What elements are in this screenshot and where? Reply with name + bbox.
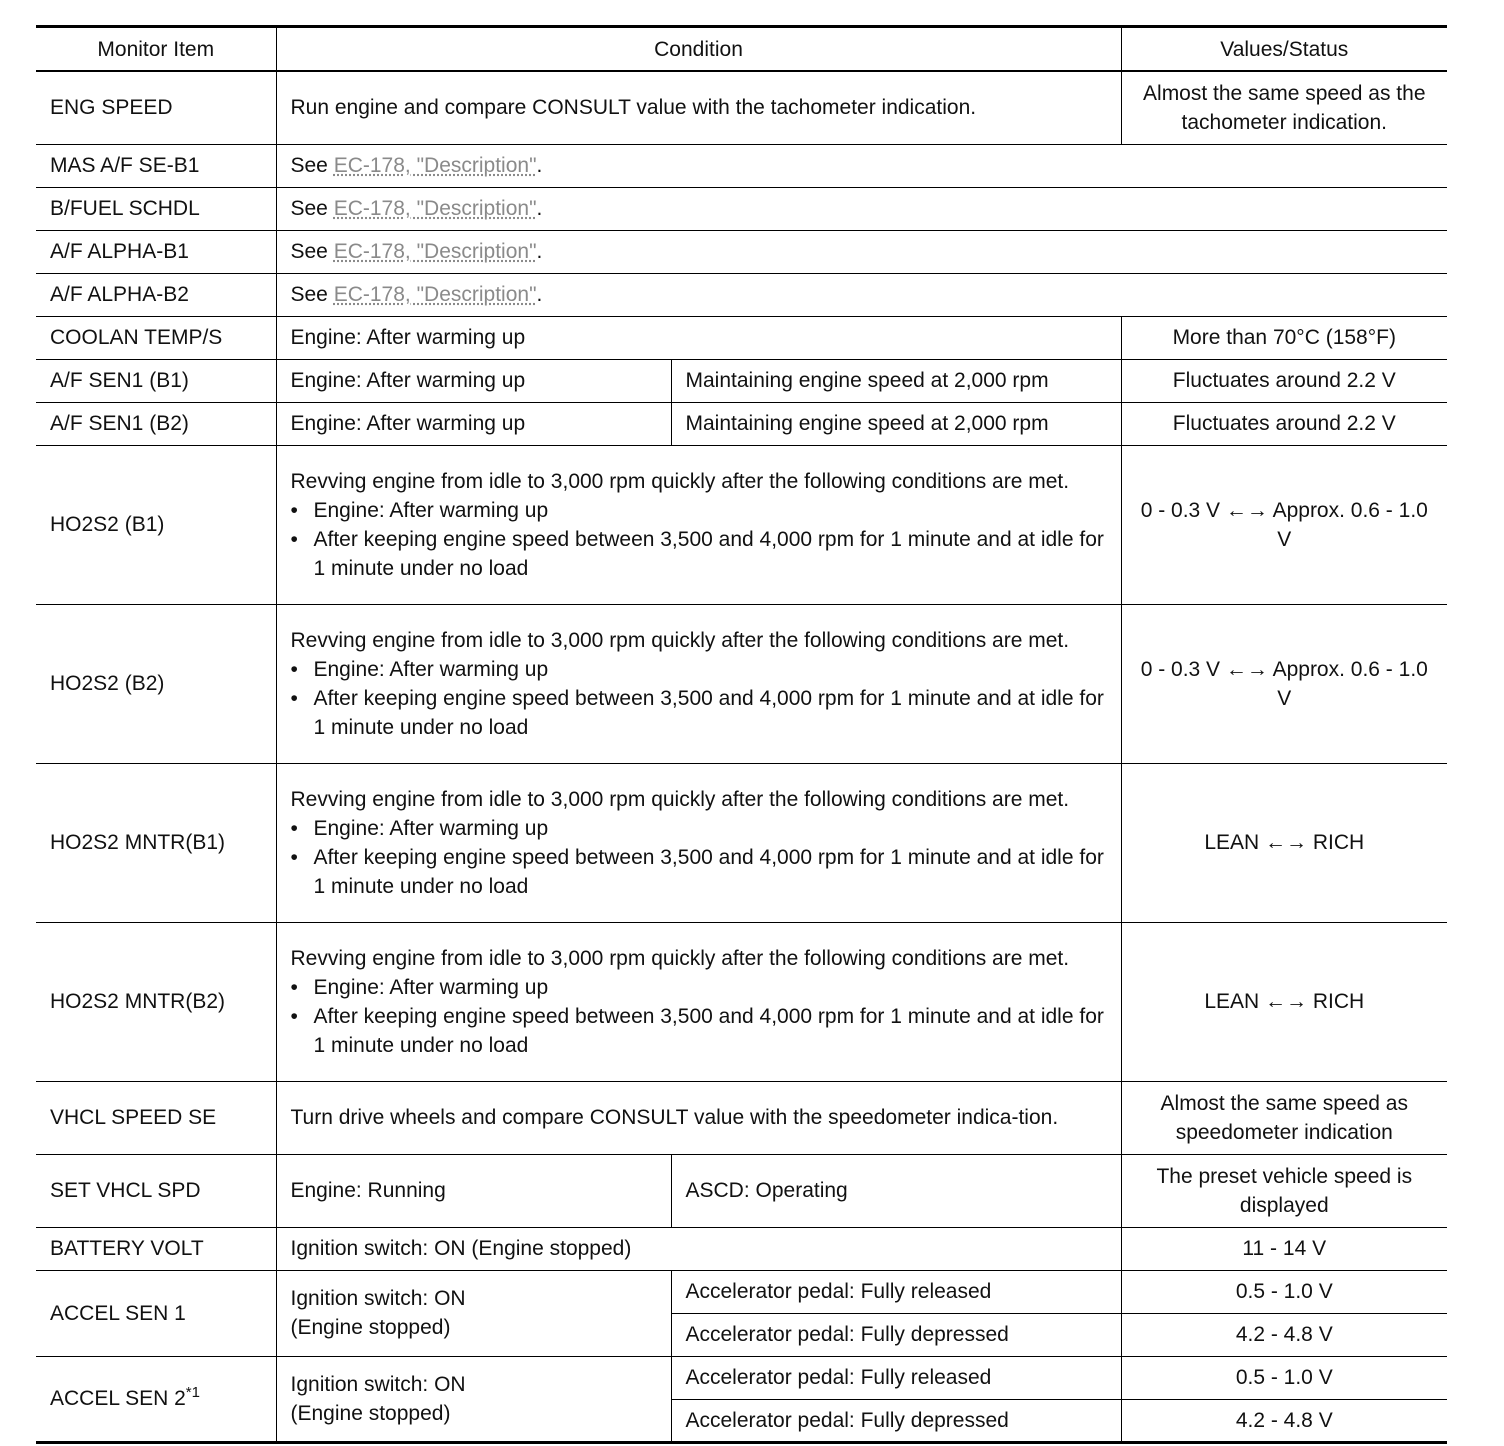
table-row (36, 763, 1447, 922)
table-row (36, 144, 1447, 187)
value-cell: 0 - 0.3 V ←→ Approx. 0.6 - 1.0 V (1121, 445, 1447, 604)
monitor-item: COOLAN TEMP/S (50, 326, 223, 349)
condition-cell (276, 230, 1447, 273)
condition-cell (276, 922, 1121, 1081)
table-row (36, 922, 1447, 1081)
table-row (36, 402, 1447, 445)
condition-cell: Run engine and compare CONSULT value with the tachometer indication. (276, 71, 1121, 144)
monitor-item: HO2S2 (B1) (50, 513, 165, 536)
condition-cell (276, 187, 1447, 230)
table-row (36, 1154, 1447, 1227)
value-cell: Fluctuates around 2.2 V (1121, 359, 1447, 402)
condition-bullet: • After keeping engine speed between 3,500 and 4,000 rpm for 1 minute and at idle for 1 minute under no load (291, 684, 1107, 742)
condition-line: (Engine stopped) (290, 1401, 451, 1425)
value-cell: More than 70°C (158°F) (1121, 316, 1447, 359)
sub-condition-cell: Maintaining engine speed at 2,000 rpm (671, 359, 1121, 402)
see-suffix: . (536, 197, 543, 220)
condition-intro: Revving engine from idle to 3,000 rpm quickly after the following conditions are met. (290, 469, 1070, 493)
condition-line: Ignition switch: ON (290, 1372, 466, 1396)
table-row (36, 1270, 1447, 1313)
condition-bullet: • Engine: After warming up (291, 496, 1107, 525)
condition-bullet: • Engine: After warming up (291, 973, 1107, 1002)
condition-intro: Revving engine from idle to 3,000 rpm quickly after the following conditions are met. (290, 628, 1070, 652)
condition-cell: Engine: Running (276, 1154, 671, 1227)
condition-list (291, 973, 1107, 1060)
condition-cell: Engine: After warming up (276, 359, 671, 402)
monitor-item: ENG SPEED (50, 96, 173, 120)
header-values-status: Values/Status (1121, 27, 1447, 72)
table-row (36, 445, 1447, 604)
value-cell: 0.5 - 1.0 V (1121, 1270, 1447, 1313)
header-row (36, 27, 1447, 72)
value-cell: LEAN ←→ RICH (1121, 922, 1447, 1081)
reference-link[interactable]: EC-178, "Description" (333, 154, 537, 177)
condition-list (291, 814, 1107, 901)
table-row (36, 1227, 1447, 1270)
monitor-item (36, 1356, 276, 1442)
see-text: See (290, 154, 334, 177)
condition-intro: Revving engine from idle to 3,000 rpm quickly after the following conditions are met. (290, 787, 1070, 811)
monitor-item: BATTERY VOLT (50, 1237, 204, 1260)
monitor-item-label: ACCEL SEN 2 (50, 1387, 186, 1410)
monitor-item: HO2S2 MNTR(B1) (50, 831, 226, 854)
value-cell: 4.2 - 4.8 V (1121, 1399, 1447, 1442)
table-row (36, 187, 1447, 230)
monitor-item: ACCEL SEN 1 (50, 1301, 186, 1325)
condition-cell: Turn drive wheels and compare CONSULT value with the speedometer indica-tion. (276, 1081, 1121, 1154)
table-row (36, 71, 1447, 144)
reference-link[interactable]: EC-178, "Description" (333, 283, 537, 306)
table-row (36, 604, 1447, 763)
condition-cell (276, 445, 1121, 604)
value-cell: 4.2 - 4.8 V (1121, 1313, 1447, 1356)
sub-condition-cell: Accelerator pedal: Fully depressed (671, 1313, 1121, 1356)
condition-bullet: • After keeping engine speed between 3,500 and 4,000 rpm for 1 minute and at idle for 1 minute under no load (291, 525, 1107, 583)
condition-list (291, 655, 1107, 742)
reference-link[interactable]: EC-178, "Description" (333, 240, 537, 263)
condition-bullet: • Engine: After warming up (291, 814, 1107, 843)
value-cell: Fluctuates around 2.2 V (1121, 402, 1447, 445)
condition-cell (276, 604, 1121, 763)
see-suffix: . (536, 154, 543, 177)
value-cell: 11 - 14 V (1121, 1227, 1447, 1270)
monitor-item: A/F SEN1 (B1) (50, 369, 189, 392)
monitor-item: MAS A/F SE-B1 (50, 154, 200, 177)
monitor-item: A/F SEN1 (B2) (50, 412, 189, 435)
condition-cell: Ignition switch: ON (Engine stopped) (276, 1227, 1121, 1270)
monitor-item: HO2S2 MNTR(B2) (50, 990, 226, 1013)
condition-intro: Revving engine from idle to 3,000 rpm quickly after the following conditions are met. (290, 946, 1070, 970)
monitor-item: A/F ALPHA-B1 (50, 240, 189, 263)
table-row (36, 1081, 1447, 1154)
sub-condition-cell: ASCD: Operating (671, 1154, 1121, 1227)
condition-cell: Engine: After warming up (276, 316, 1121, 359)
monitor-item: A/F ALPHA-B2 (50, 283, 189, 306)
value-cell: Almost the same speed as the tachometer indication. (1121, 71, 1447, 144)
value-cell: 0 - 0.3 V ←→ Approx. 0.6 - 1.0 V (1121, 604, 1447, 763)
sub-condition-cell: Accelerator pedal: Fully depressed (671, 1399, 1121, 1442)
value-cell: The preset vehicle speed is displayed (1121, 1154, 1447, 1227)
monitor-item: VHCL SPEED SE (50, 1106, 217, 1129)
table-row (36, 359, 1447, 402)
table-row (36, 273, 1447, 316)
see-text: See (290, 283, 334, 306)
monitor-item: B/FUEL SCHDL (50, 197, 200, 220)
condition-cell (276, 1270, 671, 1356)
condition-line: Ignition switch: ON (290, 1287, 466, 1310)
footnote-marker: *1 (185, 1384, 200, 1401)
value-cell: LEAN ←→ RICH (1121, 763, 1447, 922)
sub-condition-cell: Accelerator pedal: Fully released (671, 1270, 1121, 1313)
reference-link[interactable]: EC-178, "Description" (333, 197, 537, 220)
header-condition: Condition (276, 27, 1121, 72)
monitor-spec-table (36, 25, 1447, 1444)
condition-cell (276, 144, 1447, 187)
condition-bullet: • After keeping engine speed between 3,500 and 4,000 rpm for 1 minute and at idle for 1 minute under no load (291, 843, 1107, 901)
condition-cell (276, 273, 1447, 316)
value-cell: 0.5 - 1.0 V (1121, 1356, 1447, 1399)
condition-line: (Engine stopped) (290, 1316, 451, 1339)
condition-list (291, 496, 1107, 583)
table-row (36, 316, 1447, 359)
monitor-item: SET VHCL SPD (50, 1179, 201, 1202)
see-text: See (290, 197, 334, 220)
condition-cell (276, 1356, 671, 1442)
sub-condition-cell: Accelerator pedal: Fully released (671, 1356, 1121, 1399)
table-row (36, 230, 1447, 273)
condition-bullet: • Engine: After warming up (291, 655, 1107, 684)
see-suffix: . (536, 283, 543, 306)
monitor-item: HO2S2 (B2) (50, 672, 165, 695)
condition-cell (276, 763, 1121, 922)
see-suffix: . (536, 240, 543, 263)
see-text: See (290, 240, 334, 263)
condition-bullet: • After keeping engine speed between 3,500 and 4,000 rpm for 1 minute and at idle for 1 minute under no load (291, 1002, 1107, 1060)
sub-condition-cell: Maintaining engine speed at 2,000 rpm (671, 402, 1121, 445)
condition-cell: Engine: After warming up (276, 402, 671, 445)
header-monitor-item: Monitor Item (36, 27, 276, 72)
value-cell: Almost the same speed as speedometer indication (1121, 1081, 1447, 1154)
table-row (36, 1356, 1447, 1399)
